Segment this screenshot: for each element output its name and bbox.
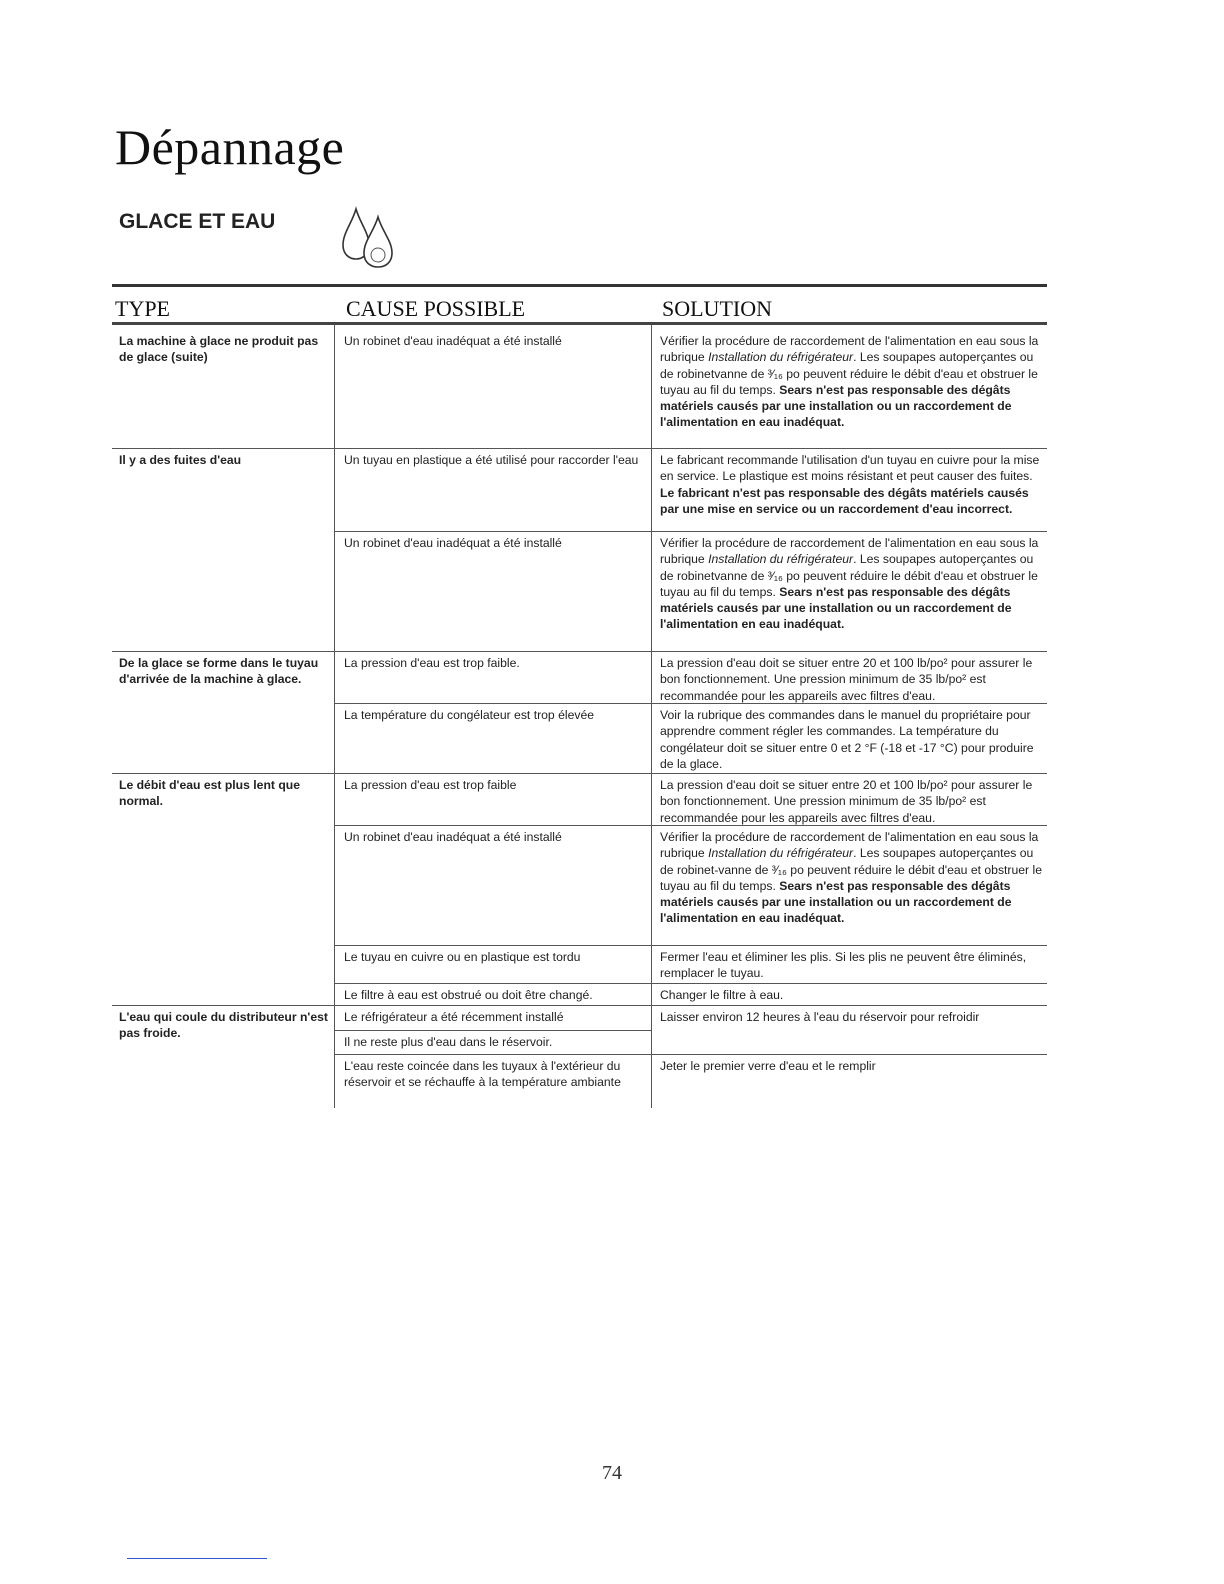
row-cause: Un robinet d'eau inadéquat a été installé: [344, 830, 562, 844]
row-type: La machine à glace ne produit pas de glace (suite): [119, 334, 319, 365]
row-solution: Le fabricant recommande l'utilisation d'un tuyau en cuivre pour la mise en service. Le plastique est moins résistant et peut causer des fuites. Le fabricant n'est pas responsable des dégâts matériels causés par une mise en service ou un raccordement d'eau incorrect.: [660, 453, 1040, 516]
row-cause: L'eau reste coincée dans les tuyaux à l'extérieur du réservoir et se réchauffe à la température ambiante: [344, 1059, 621, 1090]
row-solution: Changer le filtre à eau.: [660, 988, 784, 1002]
column-divider: [334, 325, 335, 1108]
row-solution: La pression d'eau doit se situer entre 20 et 100 lb/po² pour assurer le bon fonctionnement. Une pression minimum de 35 lb/po² est recommandée pour les appareils avec filtres d'eau.: [660, 778, 1033, 825]
row-type: De la glace se forme dans le tuyau d'arrivée de la machine à glace.: [119, 656, 319, 687]
row-divider: [334, 983, 1047, 984]
row-cause: La pression d'eau est trop faible.: [344, 656, 520, 670]
row-cause: Le filtre à eau est obstrué ou doit être changé.: [344, 988, 593, 1002]
top-rule: [112, 284, 1047, 287]
page-number: 74: [602, 1462, 622, 1484]
water-drops-icon: [338, 205, 408, 269]
row-cause: Un tuyau en plastique a été utilisé pour raccorder l'eau: [344, 453, 639, 467]
row-solution: Vérifier la procédure de raccordement de l'alimentation en eau sous la rubrique Installation du réfrigérateur. Les soupapes autoperçantes ou de robinet-vanne de ³⁄₁₆ po peuvent réduire le débit d'eau et obstruer le tuyau au fil du temps. Sears n'est pas responsable des dégâts matériels causés par une installation ou un raccordement de l'alimentation en eau inadéquat.: [660, 830, 1042, 926]
header-cause: CAUSE POSSIBLE: [346, 296, 526, 321]
row-cause: La pression d'eau est trop faible: [344, 778, 517, 792]
row-type: L'eau qui coule du distributeur n'est pas froide.: [119, 1010, 328, 1041]
footer-link-line: [127, 1558, 267, 1559]
row-type: Le débit d'eau est plus lent que normal.: [119, 778, 300, 809]
header-type: TYPE: [115, 296, 170, 321]
row-divider: [334, 1030, 651, 1031]
header-solution: SOLUTION: [662, 296, 772, 321]
row-divider: [334, 531, 1047, 532]
row-cause: Le réfrigérateur a été récemment installé: [344, 1010, 564, 1024]
row-solution: Vérifier la procédure de raccordement de l'alimentation en eau sous la rubrique Installation du réfrigérateur. Les soupapes autoperçantes ou de robinetvanne de ³⁄₁₆ po peuvent réduire le débit d'eau et obstruer le tuyau au fil du temps. Sears n'est pas responsable des dégâts matériels causés par une installation ou un raccordement de l'alimentation en eau inadéquat.: [660, 536, 1039, 632]
row-cause: La température du congélateur est trop élevée: [344, 708, 595, 722]
page-title: Dépannage: [115, 119, 345, 175]
row-solution: Voir la rubrique des commandes dans le manuel du propriétaire pour apprendre comment régler les commandes. La température du congélateur doit se situer entre 0 et 2 °F (-18 et -17 °C) pour produire de la glace.: [660, 708, 1034, 771]
row-solution: Jeter le premier verre d'eau et le remplir: [660, 1059, 876, 1073]
row-solution: Fermer l'eau et éliminer les plis. Si les plis ne peuvent être éliminés, remplacer le tuyau.: [660, 950, 1027, 981]
column-divider: [651, 325, 652, 1108]
header-rule: [112, 322, 1047, 325]
row-type: Il y a des fuites d'eau: [119, 453, 242, 467]
row-solution: Vérifier la procédure de raccordement de l'alimentation en eau sous la rubrique Installation du réfrigérateur. Les soupapes autoperçantes ou de robinetvanne de ³⁄₁₆ po peuvent réduire le débit d'eau et obstruer le tuyau au fil du temps. Sears n'est pas responsable des dégâts matériels causés par une installation ou un raccordement de l'alimentation en eau inadéquat.: [660, 334, 1039, 430]
row-divider: [112, 651, 1047, 652]
row-solution: La pression d'eau doit se situer entre 20 et 100 lb/po² pour assurer le bon fonctionnement. Une pression minimum de 35 lb/po² est recommandée pour les appareils avec filtres d'eau.: [660, 656, 1033, 703]
row-divider: [334, 1054, 1047, 1055]
row-divider: [112, 773, 1047, 774]
row-divider: [112, 448, 1047, 449]
row-cause: Un robinet d'eau inadéquat a été installé: [344, 536, 562, 550]
row-divider: [112, 1005, 1047, 1006]
row-divider: [334, 945, 1047, 946]
row-cause: Un robinet d'eau inadéquat a été installé: [344, 334, 562, 348]
section-title: GLACE ET EAU: [119, 210, 276, 233]
row-cause: Il ne reste plus d'eau dans le réservoir.: [344, 1035, 553, 1049]
row-solution: Laisser environ 12 heures à l'eau du réservoir pour refroidir: [660, 1010, 980, 1024]
row-cause: Le tuyau en cuivre ou en plastique est tordu: [344, 950, 581, 964]
